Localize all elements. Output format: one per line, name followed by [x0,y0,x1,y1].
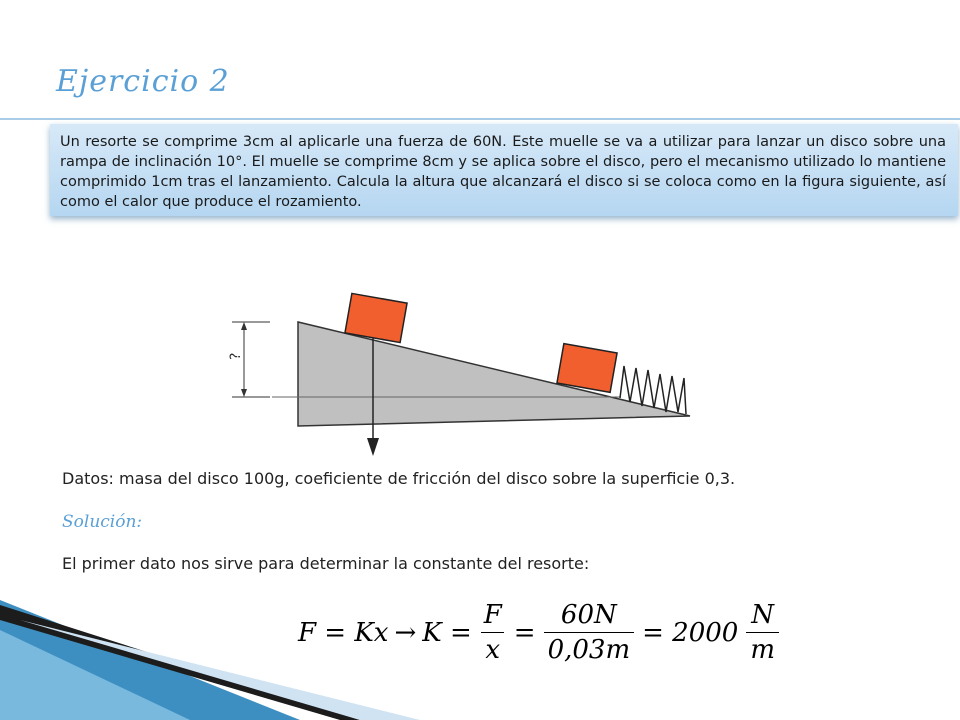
formula-eq1: = [513,617,536,648]
ramp-triangle [298,322,690,426]
problem-statement: Un resorte se comprime 3cm al aplicarle una fuerza de 60N. Este muelle se va a utilizar para lanzar un disco sobre una rampa de inclinación 10°. El muelle se comprime 8cm y se aplica sobre el disco, pero el mecanismo utilizado lo mantiene comprimido 1cm tras el lanzamiento. Calcula la altura que alcanzará el disco si se coloca como en la figura siguiente, así como el calor que produce el rozamiento. [50,124,958,216]
frac1-denominator: x [481,632,504,665]
frac1-numerator: F [483,600,502,630]
data-line: Datos: masa del disco 100g, coeficiente de fricción del disco sobre la superficie 0,3. [62,469,736,488]
solution-text: El primer dato nos sirve para determinar la constante del resorte: [62,554,590,573]
formula-k-eq: K = [422,617,472,648]
formula-eq2: = 2000 [642,617,739,648]
fraction-units [746,600,779,665]
formula-arrow: → [394,617,417,648]
solution-title: Solución: [62,512,143,532]
lower-disc-block [557,344,617,393]
frac3-denominator: m [746,632,779,665]
fraction-values [544,600,635,665]
height-label: ? [228,352,244,360]
upper-disc-block [345,293,407,342]
frac3-numerator: N [751,600,775,630]
height-arrow-down [241,389,247,397]
slide-title: Ejercicio 2 [56,64,230,99]
corner-decoration [0,590,420,720]
height-arrow-up [241,322,247,330]
frac2-denominator: 0,03m [544,632,635,665]
formula-lhs: F = Kx [298,617,389,648]
title-divider [0,118,960,120]
fraction-f-over-x [480,600,506,665]
ramp-figure [200,290,700,460]
weight-arrow-head [367,438,379,456]
frac2-numerator: 60N [560,600,617,630]
